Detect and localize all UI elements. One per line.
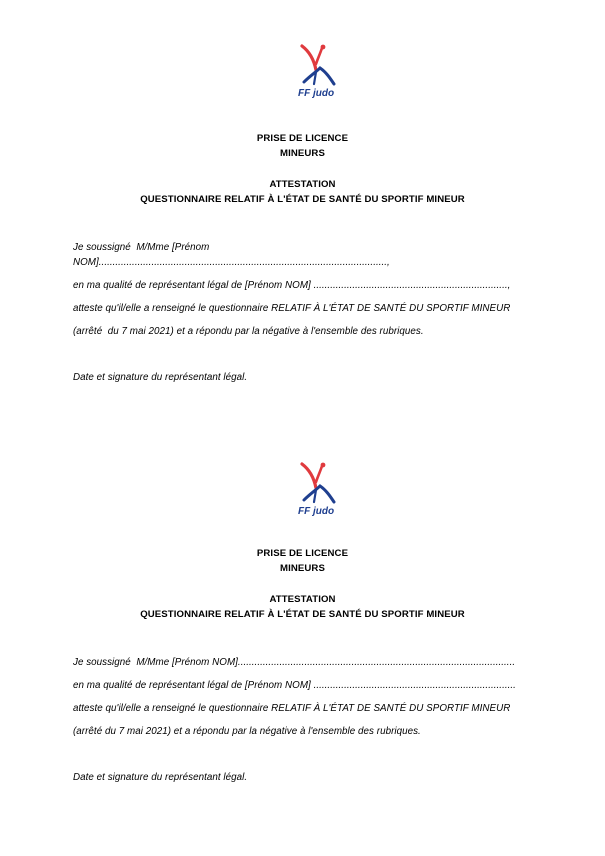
- form1-line-soussigne-b: NOM]........................................................................................................,: [73, 257, 390, 268]
- logo-text: FF judo: [298, 506, 335, 517]
- form2-heading-questionnaire: QUESTIONNAIRE RELATIF À L'ÉTAT DE SANTÉ DU SPORTIF MINEUR: [140, 609, 465, 620]
- form2-title-mineurs: MINEURS: [280, 563, 325, 574]
- form2-signature-label: Date et signature du représentant légal.: [73, 772, 248, 783]
- logo-text: FF judo: [298, 88, 335, 99]
- form1-heading-attestation: ATTESTATION: [269, 179, 336, 190]
- form2-line-arrete: (arrêté du 7 mai 2021) et a répondu par la négative à l'ensemble des rubriques.: [73, 726, 421, 737]
- form1-line-arrete: (arrêté du 7 mai 2021) et a répondu par la négative à l'ensemble des rubriques.: [73, 326, 424, 337]
- form1-signature-label: Date et signature du représentant légal.: [73, 372, 248, 383]
- form2-title-licence: PRISE DE LICENCE: [256, 548, 349, 559]
- judoka-icon: [292, 460, 344, 506]
- ff-judo-logo-2: [292, 460, 344, 522]
- form2-line-soussigne: Je soussigné M/Mme [Prénom NOM]....................................................................................................: [73, 657, 516, 668]
- form2-line-atteste: atteste qu'il/elle a renseigné le questionnaire RELATIF À L'ÉTAT DE SANTÉ DU SPORTIF MINEUR: [73, 703, 511, 714]
- ff-judo-logo: [292, 42, 344, 104]
- form1-line-soussigne-a: Je soussigné M/Mme [Prénom: [73, 242, 210, 253]
- form1-title-licence: PRISE DE LICENCE: [256, 133, 349, 144]
- form1-line-atteste: atteste qu'il/elle a renseigné le questionnaire RELATIF À L'ÉTAT DE SANTÉ DU SPORTIF MINEUR: [73, 303, 511, 314]
- judoka-icon: [292, 42, 344, 88]
- form2-line-representant: en ma qualité de représentant légal de [Prénom NOM] .........................................................................: [73, 680, 516, 691]
- form2-heading-attestation: ATTESTATION: [269, 594, 336, 605]
- form1-line-representant: en ma qualité de représentant légal de [Prénom NOM] ......................................................................,: [73, 280, 511, 291]
- form1-heading-questionnaire: QUESTIONNAIRE RELATIF À L'ÉTAT DE SANTÉ DU SPORTIF MINEUR: [140, 194, 465, 205]
- form1-title-mineurs: MINEURS: [280, 148, 325, 159]
